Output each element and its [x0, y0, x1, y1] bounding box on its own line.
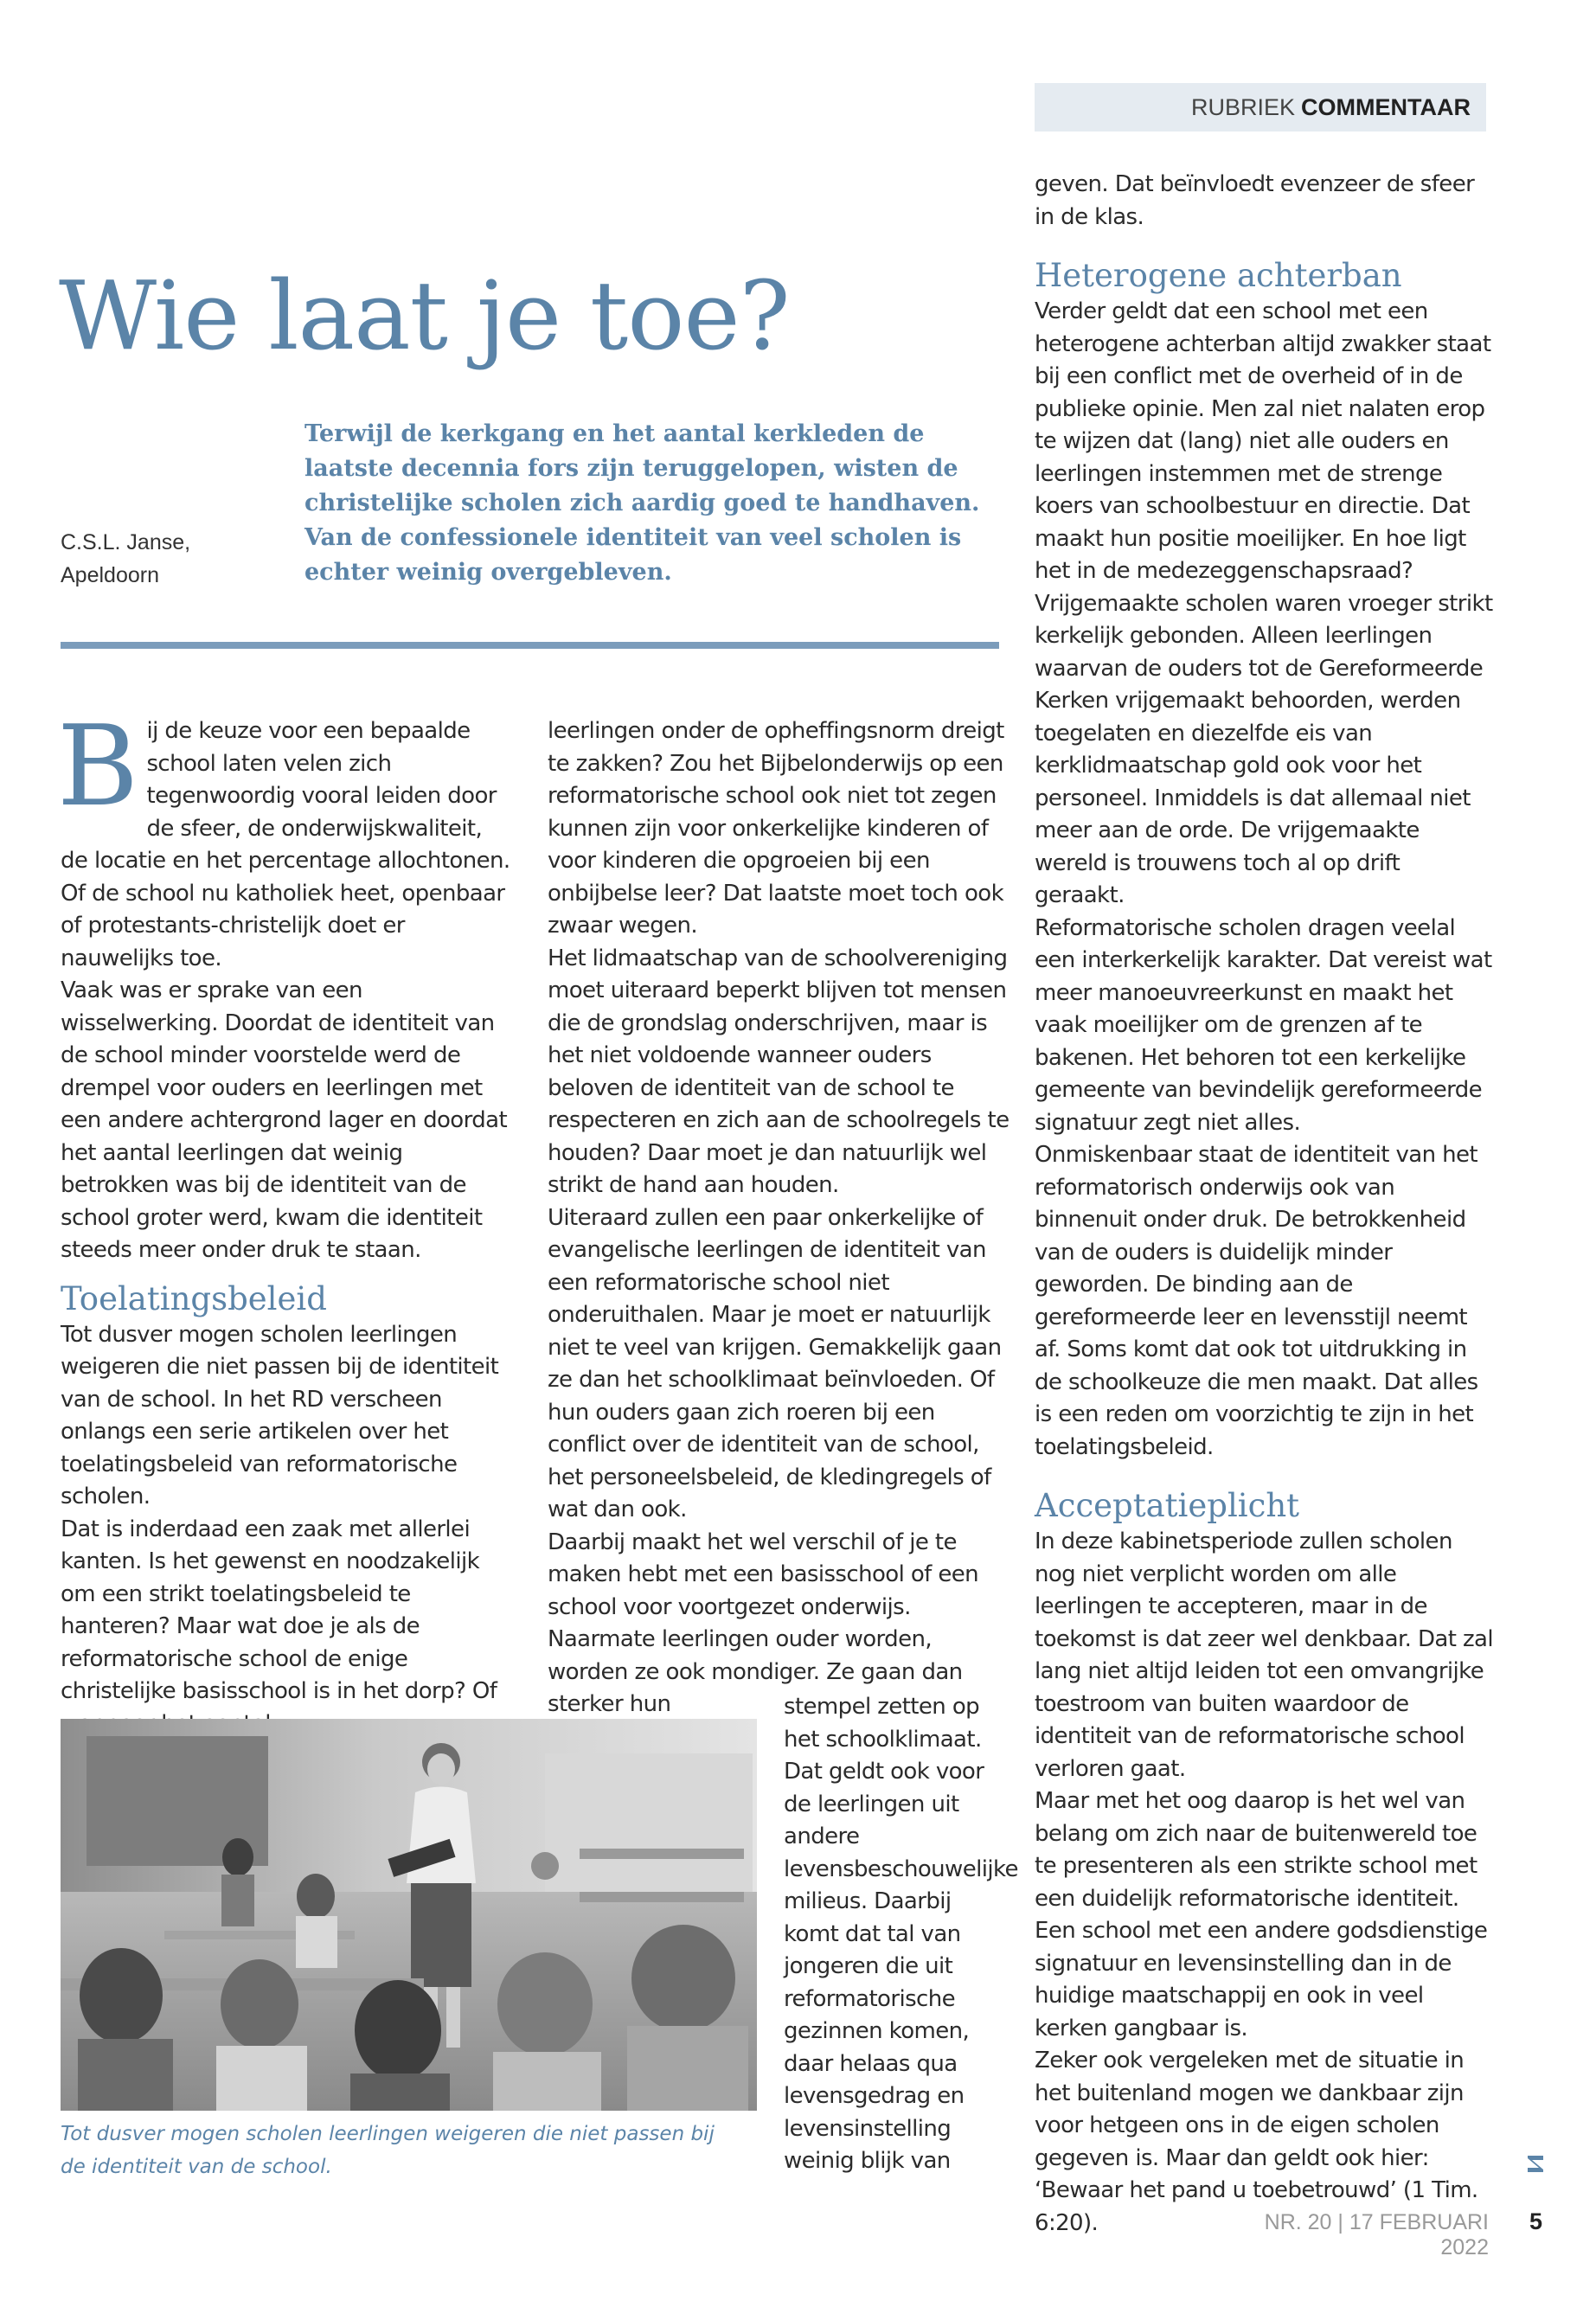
drop-cap: B [57, 702, 138, 831]
paragraph: Het lidmaatschap van de schoolvereniging moet uiteraard beperkt blijven tot mensen die de grondslag onderschrijven, maar is het niet voldoende wanneer ouders beloven de identiteit van de school te respecteren en zich aan de schoolregels te houden? Daar moet je dan natuurlijk wel strikt de hand aan houden. [548, 945, 1010, 1198]
paragraph: Verder geldt dat een school met een heterogene achterban altijd zwakker staat bij een conflict met de overheid of in de publieke opinie. Men zal niet nalaten erop te wijzen dat (lang) niet alle ouders en leerlingen instemmen met de strenge koers van schoolbestuur en directie. Dat maakt hun positie moeilijker. En hoe ligt het in de medezeggenschapsraad? [1035, 298, 1491, 584]
article-intro: Terwijl de kerkgang en het aantal kerkleden de laatste decennia fors zijn teruggelopen, wisten de christelijke scholen zich aardig goed te handhaven. Van de confessionele identiteit van veel scholen is echter weinig overgebleven. [304, 420, 980, 586]
paragraph: Daarbij maakt het wel verschil of je te maken hebt met een basisschool of een school voor voortgezet onderwijs. Naarmate leerlingen ouder worden, worden ze ook mondiger. Ze gaan dan sterker hun [548, 1529, 979, 1717]
photo-caption: Tot dusver mogen scholen leerlingen weigeren die niet passen bij de identiteit van de school. [61, 2123, 715, 2178]
author-name: C.S.L. Janse, [61, 530, 191, 554]
classroom-illustration [61, 1719, 757, 2111]
section-heading: Acceptatieplicht [1035, 1487, 1300, 1524]
classroom-photo [61, 1719, 757, 2111]
rubric-prefix: RUBRIEK [1190, 93, 1296, 120]
issue-info: NR. 20 | 17 FEBRUARI 2022 [1264, 2210, 1489, 2259]
paragraph: In deze kabinetsperiode zullen scholen nog niet verplicht worden om alle leerlingen te accepteren, maar in de toekomst is dat zeer wel denkbaar. Dat zal lang niet altijd leiden tot een omvangrijke toestroom van buiten waardoor de identiteit van de reformatorische school verloren gaat. [1035, 1529, 1493, 1782]
paragraph: geven. Dat beïnvloedt evenzeer de sfeer in de klas. [1035, 171, 1475, 230]
paragraph: Tot dusver mogen scholen leerlingen weigeren die niet passen bij de identiteit van de school. In het RD verscheen onlangs een serie artikelen over het toelatingsbeleid van reformatorische scholen. [61, 1321, 499, 1509]
article-title: Wie laat je toe? [59, 260, 790, 371]
paragraph: Onmiskenbaar staat de identiteit van het reformatorisch onderwijs ook van binnenuit onder druk. De betrokkenheid van de ouders is duidelijk minder geworden. De binding aan de gereformeerde leer en levensstijl neemt af. Soms komt dat ook tot uitdrukking in de schoolkeuze die men maakt. Dat alles is een reden om voorzichtig te zijn in het toelatingsbeleid. [1035, 1142, 1478, 1460]
paragraph: Maar met het oog daarop is het wel van belang om zich naar de buitenwereld toe te presenteren als een strikte school met een duidelijk reformatorische identiteit. Een school met een andere godsdienstige signatuur en levensinstelling dan in de huidige maatschappij en ook in veel kerken gangbaar is. [1035, 1788, 1488, 2041]
rubric-name: COMMENTAAR [1301, 93, 1471, 120]
paragraph: Zeker ook vergeleken met de situatie in het buitenland mogen we dankbaar zijn voor hetgeen ons in de eigen scholen gegeven is. Maar dan geldt ook hier: ‘Bewaar het pand u toebetrouwd’ (1 Tim. 6:20). [1035, 2048, 1478, 2236]
paragraph: Vaak was er sprake van een wisselwerking. Doordat de identiteit van de school minder voorstelde werd de drempel voor ouders en leerlingen met een andere achtergrond lager en doordat het aantal leerlingen dat weinig betrokken was bij de identiteit van de school groter werd, kwam die identiteit steeds meer onder druk te staan. [61, 977, 508, 1263]
section-heading: Toelatingsbeleid [61, 1279, 327, 1317]
paragraph: Dat is inderdaad een zaak met allerlei kanten. Is het gewenst en noodzakelijk om een strikt toelatingsbeleid te hanteren? Maar wat doe je als de reformatorische school de enige christelijke basisschool is in het dorp? Of [61, 1516, 497, 1704]
rubric-label [1035, 83, 1486, 131]
author-place: Apeldoorn [61, 563, 159, 587]
text-column-2 [548, 715, 1015, 1721]
text-column-3 [1035, 169, 1493, 2240]
paragraph: Reformatorische scholen dragen veelal een interkerkelijk karakter. Dat vereist wat meer manoeuvreerkunst en maakt het vaak moeilijker om de grenzen af te bakenen. Het behoren tot een kerkelijke gemeente van bevindelijk gereformeerde signatuur zegt niet alles. [1035, 914, 1492, 1136]
magazine-logo-icon [1524, 2152, 1547, 2175]
paragraph: stempel zetten op het schoolklimaat. Dat geldt ook voor de leerlingen uit andere levensbeschouwelijke milieus. Daarbij komt dat tal van jongeren die uit reformatorische gezinnen komen, daar helaas qua levensgedrag en levensinstelling weinig blijk van [784, 1694, 1018, 2174]
header-divider [61, 642, 999, 649]
paragraph: Vrijgemaakte scholen waren vroeger strikt kerkelijk gebonden. Alleen leerlingen waarvan de ouders tot de Gereformeerde Kerken vrijgemaakt behoorden, werden toegelaten en diezelfde eis van kerklidmaatschap gold ook voor het personeel. Inmiddels is dat allemaal niet meer aan de orde. De vrijgemaakte wereld is trouwens toch al op drift geraakt. [1035, 590, 1493, 908]
paragraph: leerlingen onder de opheffingsnorm dreigt te zakken? Zou het Bijbelonderwijs op een reformatorische school ook niet tot zegen kunnen zijn voor onkerkelijke kinderen of voor kinderen die opgroeien bij een onbijbelse leer? Dat laatste moet toch ook zwaar wegen. [548, 718, 1004, 939]
page-number: 5 [1529, 2208, 1543, 2234]
author-byline [61, 526, 234, 592]
paragraph: Uiteraard zullen een paar onkerkelijke of evangelische leerlingen de identiteit van een reformatorische school niet onderuithalen. Maar je moet er natuurlijk niet te veel van krijgen. Gemakkelijk gaan ze dan het schoolklimaat beïnvloeden. Of hun ouders gaan zich roeren bij een conflict over de identiteit van de school, het personeelsbeleid, de kledingregels of wat dan ook. [548, 1204, 1002, 1522]
section-heading: Heterogene achterban [1035, 257, 1402, 294]
text-column-1 [57, 702, 510, 1740]
text-column-2-narrow [784, 1691, 1018, 2178]
paragraph: Bij de keuze voor een bepaalde school laten velen zich tegenwoordig vooral leiden door de sfeer, de onderwijskwaliteit, de locatie en het percentage allochtonen. Of de school nu katholiek heet, openbaar of protestants-christelijk doet er nauwelijks toe. [57, 702, 510, 971]
